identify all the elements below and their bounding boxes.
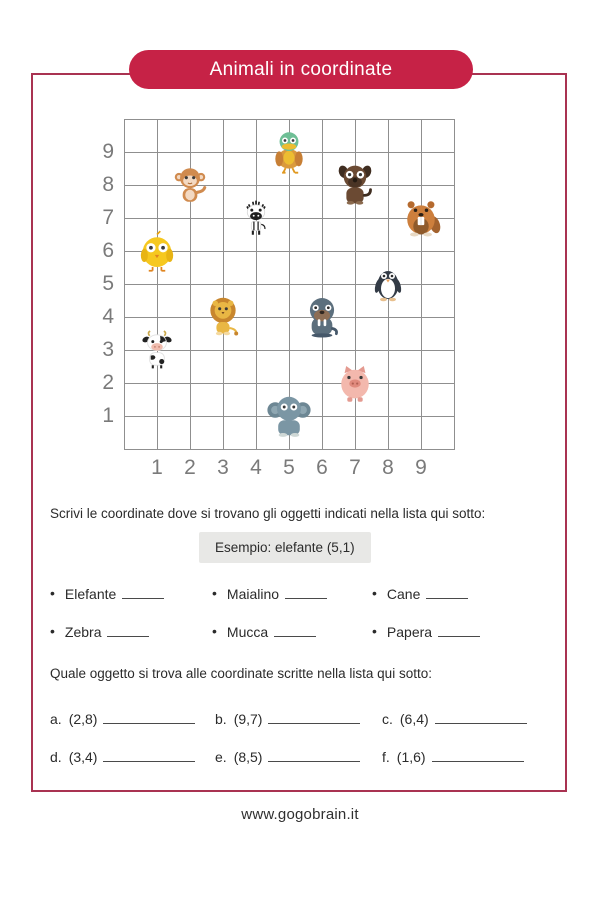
coordinate-question-item bbox=[382, 710, 550, 748]
y-tick-label: 9 bbox=[102, 140, 114, 163]
coordinate-question-item bbox=[50, 748, 215, 786]
question-letter: d. bbox=[50, 749, 62, 765]
instruction-2: Quale oggetto si trova alle coordinate scritte nella lista qui sotto: bbox=[50, 666, 432, 681]
x-tick-label: 1 bbox=[151, 456, 163, 479]
question-letter: c. bbox=[382, 711, 393, 727]
question-coords: (8,5) bbox=[233, 749, 263, 765]
x-tick-label: 3 bbox=[217, 456, 229, 479]
animal-label: Maialino bbox=[226, 586, 280, 602]
question-coords: (1,6) bbox=[396, 749, 426, 765]
title-banner bbox=[129, 50, 473, 89]
y-tick-label: 5 bbox=[102, 272, 114, 295]
x-tick-label: 2 bbox=[184, 456, 196, 479]
bullet-icon: • bbox=[50, 585, 55, 601]
answer-blank bbox=[438, 623, 480, 637]
question-coords: (6,4) bbox=[399, 711, 429, 727]
animal-label-item bbox=[50, 585, 212, 623]
y-tick-label: 4 bbox=[102, 305, 114, 328]
bullet-icon: • bbox=[372, 623, 377, 639]
answer-blank bbox=[268, 748, 360, 762]
answer-blank bbox=[107, 623, 149, 637]
animal-label-item bbox=[50, 623, 212, 661]
y-tick-label: 1 bbox=[102, 404, 114, 427]
animal-name-list bbox=[50, 585, 530, 661]
y-tick-label: 8 bbox=[102, 173, 114, 196]
x-tick-label: 5 bbox=[283, 456, 295, 479]
coordinate-question-item bbox=[215, 710, 382, 748]
answer-blank bbox=[274, 623, 316, 637]
coordinate-question-item bbox=[382, 748, 550, 786]
question-letter: e. bbox=[215, 749, 227, 765]
animal-label: Cane bbox=[386, 586, 421, 602]
x-tick-label: 6 bbox=[316, 456, 328, 479]
answer-blank bbox=[268, 710, 360, 724]
coordinate-question-item bbox=[50, 710, 215, 748]
example-box: Esempio: elefante (5,1) bbox=[199, 532, 371, 563]
answer-blank bbox=[103, 748, 195, 762]
y-tick-label: 6 bbox=[102, 239, 114, 262]
bullet-icon: • bbox=[50, 623, 55, 639]
answer-blank bbox=[426, 585, 468, 599]
animal-label: Elefante bbox=[64, 586, 117, 602]
question-coords: (3,4) bbox=[68, 749, 98, 765]
animal-label: Papera bbox=[386, 624, 433, 640]
bullet-icon: • bbox=[212, 623, 217, 639]
question-letter: b. bbox=[215, 711, 227, 727]
question-letter: f. bbox=[382, 749, 390, 765]
question-coords: (9,7) bbox=[233, 711, 263, 727]
answer-blank bbox=[122, 585, 164, 599]
answer-blank bbox=[285, 585, 327, 599]
bullet-icon: • bbox=[372, 585, 377, 601]
instruction-1: Scrivi le coordinate dove si trovano gli oggetti indicati nella lista qui sotto: bbox=[50, 506, 486, 521]
animal-label: Zebra bbox=[64, 624, 102, 640]
x-tick-label: 8 bbox=[382, 456, 394, 479]
animal-label-item bbox=[212, 585, 372, 623]
coordinate-grid bbox=[124, 119, 455, 450]
animal-label: Mucca bbox=[226, 624, 269, 640]
answer-blank bbox=[435, 710, 527, 724]
question-letter: a. bbox=[50, 711, 62, 727]
question-coords: (2,8) bbox=[68, 711, 98, 727]
x-tick-label: 7 bbox=[349, 456, 361, 479]
y-tick-label: 3 bbox=[102, 338, 114, 361]
answer-blank bbox=[103, 710, 195, 724]
answer-blank bbox=[432, 748, 524, 762]
footer-url: www.gogobrain.it bbox=[241, 806, 359, 823]
x-tick-label: 9 bbox=[415, 456, 427, 479]
page-title: Animali in coordinate bbox=[209, 58, 393, 80]
animal-label-item bbox=[372, 585, 530, 623]
coordinate-question-list bbox=[50, 710, 550, 786]
y-tick-label: 7 bbox=[102, 206, 114, 229]
animal-label-item bbox=[212, 623, 372, 661]
bullet-icon: • bbox=[212, 585, 217, 601]
x-tick-label: 4 bbox=[250, 456, 262, 479]
coordinate-question-item bbox=[215, 748, 382, 786]
y-tick-label: 2 bbox=[102, 371, 114, 394]
animal-label-item bbox=[372, 623, 530, 661]
